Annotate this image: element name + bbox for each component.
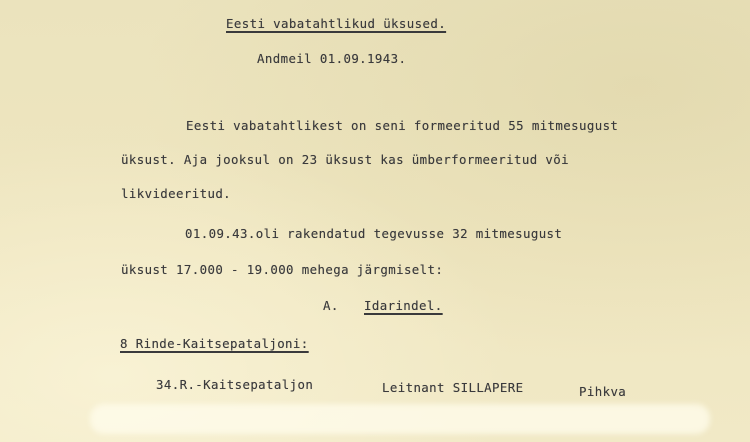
paragraph-1-line-2: üksust. Aja jooksul on 23 üksust kas ümberformeeritud või xyxy=(121,152,570,167)
section-title: Idarindel. xyxy=(364,298,443,313)
unit-commander: Leitnant SILLAPERE xyxy=(382,380,524,395)
date-line: Andmeil 01.09.1943. xyxy=(257,51,407,66)
paragraph-2-line-2: üksust 17.000 - 19.000 mehega järgmiselt: xyxy=(121,262,444,277)
paragraph-2-line-1: 01.09.43.oli rakendatud tegevusse 32 mitmesugust xyxy=(185,226,563,241)
unit-name: 34.R.-Kaitsepataljon xyxy=(156,377,314,392)
document-title: Eesti vabatahtlikud üksused. xyxy=(226,16,447,31)
unit-location: Pihkva xyxy=(579,384,627,399)
subsection-title: 8 Rinde-Kaitsepataljoni: xyxy=(120,336,309,351)
section-letter: A. xyxy=(323,298,339,313)
faded-paper-band xyxy=(90,404,710,434)
paragraph-1-line-1: Eesti vabatahtlikest on seni formeeritud 55 mitmesugust xyxy=(186,118,619,133)
paragraph-1-line-3: likvideeritud. xyxy=(121,186,232,201)
